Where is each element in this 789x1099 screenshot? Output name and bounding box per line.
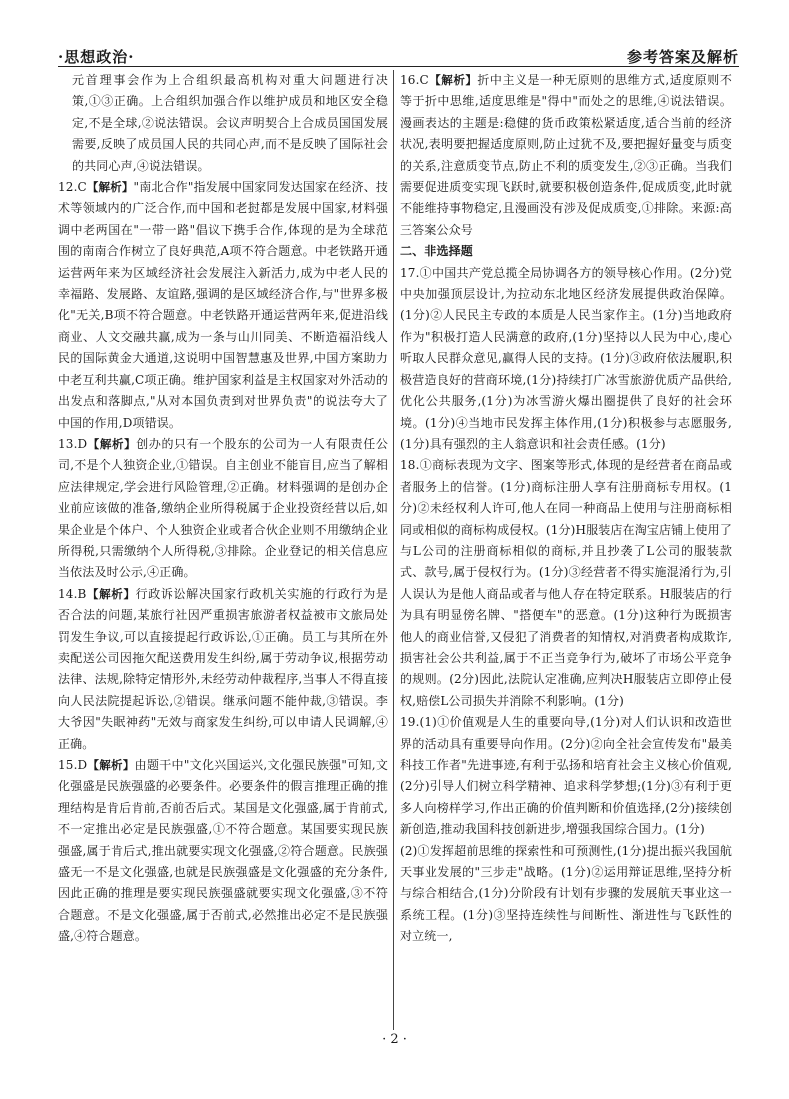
question-number: 14.B (58, 586, 87, 601)
question-number: 16.C (400, 73, 429, 87)
column-divider (393, 70, 394, 1030)
analysis-tag: 【解析】 (87, 758, 135, 772)
question-number: 12.C (58, 180, 87, 195)
page-number: · 2 · (382, 1032, 407, 1047)
question-explanation: 创办的只有一个股东的公司为一人有限责任公司,不是个人独资企业,①错误。自主创业不能盲目,应当了解相应法律规定,学会进行风险管理,②正确。材料强调的是创办企业前应该做的准备,缴纳企业所得税属于企业投资经营以后,如果企业是个体户、个人独资企业或者合伙企业则不用缴纳企业所得税,只需缴纳个人所得税,③排除。企业登记的相关信息应当依法及时公示,④正确。 (58, 436, 388, 580)
question-explanation: 折中主义是一种无原则的思维方式,适度原则不等于折中思维,适度思维是"得中"而处之的思维,④说法错误。漫画表达的主题是:稳健的货币政策松紧适度,适合当前的经济状况,表明要把握适度原则,防止过犹不及,要把握好量变与质变的关系,注意质变节点,防止不利的质变发生,②③正确。当我们需要促进质变实现飞跃时,就要积极创造条件,促成质变,此时就不能维持事物稳定,且漫画没有涉及促成质变,①排除。来源:高三答案公众号 (400, 73, 732, 237)
question-number: 13.D (58, 436, 88, 451)
question-17: 17.①中国共产党总揽全局协调各方的领导核心作用。(2分)党中央加强顶层设计,为拉动东北地区经济发展提供政治保障。(1分)②人民民主专政的本质是人民当家作主。(1分)当地政府作为"积极打造人民满意的政府,(1分)坚持以人民为中心,虔心听取人民群众意见,赢得人民的支持。(1分)③政府依法履职,积极营造良好的营商环境,(1分)持续打广冰雪旅游优质产品供给,优化公共服务,(1分)为冰雪游火爆出圈提供了良好的社会环境。(1分)④当地市民发挥主体作用,(1分)积极参与志愿服务,(1分)具有强烈的主人翁意识和社会责任感。(1分) (400, 265, 732, 451)
analysis-tag: 【解析】 (87, 436, 137, 451)
question-16 (400, 70, 732, 241)
left-column (58, 70, 388, 948)
question-13 (58, 434, 388, 584)
analysis-tag: 【解析】 (428, 73, 478, 87)
question-number: 15.D (58, 758, 88, 772)
section-heading-non-choice: 二、非选择题 (400, 244, 473, 259)
analysis-tag: 【解析】 (86, 180, 134, 195)
question-19-part-1: 19.(1)①价值观是人生的重要向导,(1分)对人们认识和改造世界的活动具有重要导向作用。(2分)②向全社会宣传发布"最美科技工作者"先进事迹,有利于弘扬和培育社会主义核心价值观,(2分)引导人们树立科学精神、追求科学梦想;(1分)③有利于更多人向榜样学习,作出正确的价值判断和价值选择,(2分)接续创新创造,推动我国科技创新进步,增强我国综合国力。(1分) (400, 715, 732, 837)
subject-label: ·思想政治· (58, 48, 135, 66)
right-column (400, 70, 732, 948)
question-14 (58, 584, 388, 755)
question-explanation: 由题干中"文化兴国运兴,文化强民族强"可知,文化强盛是民族强盛的必要条件。必要条件的假言推理正确的推理结构是肯后肯前,否前否后式。某国是文化强盛,属于肯前式,不一定推出必定是民族强盛,①不符合题意。某国要实现民族强盛,属于肯后式,推出就要实现文化强盛,②符合题意。民族强盛无一不是文化强盛,也就是民族强盛是文化强盛的充分条件,因此正确的推理是要实现民族强盛就要实现文化强盛,③不符合题意。不是文化强盛,属于否前式,必然推出必定不是民族强盛,④符合题意。 (58, 758, 388, 944)
page-header (58, 44, 739, 67)
analysis-tag: 【解析】 (86, 586, 136, 601)
question-18: 18.①商标表现为文字、图案等形式,体现的是经营者在商品或者服务上的信誉。(1分)商标注册人享有注册商标专用权。(1分)②未经权利人许可,他人在同一种商品上使用与注册商标相同或相似的商标构成侵权。(1分)H服装店在淘宝店铺上使用了与L公司的注册商标相似的商标,并且抄袭了L公司的服装款式、款号,属于侵权行为。(1分)③经营者不得实施混淆行为,引人误认为是他人商品或者与他人存在特定联系。H服装店的行为具有明显傍名牌、"搭便车"的恶意。(1分)这种行为既损害他人的商业信誉,又侵犯了消费者的知情权,对消费者构成欺诈,损害社会公共利益,属于不正当竞争行为,破坏了市场公平竞争的规则。(2分)因此,法院认定准确,应判决H服装店立即停止侵权,赔偿L公司损失并消除不利影响。(1分) (400, 458, 732, 708)
question-explanation: "南北合作"指发展中国家同发达国家在经济、技术等领域内的广泛合作,而中国和老挝都是发展中国家,材料强调中老两国在"一带一路"倡议下携手合作,体现的是为全球范围的南南合作树立了良好典范,A项不符合题意。中老铁路开通运营两年来为区域经济社会发展注入新活力,成为中老人民的幸福路、发展路、友谊路,强调的是区域经济合作,与"世界多极化"无关,B项不符合题意。中老铁路开通运营两年来,促进沿线商业、人文交融共赢,成为一条与山川同美、不断造福沿线人民的国际黄金大通道,这说明中国智慧惠及世界,中国方案助力中老互利共赢,C项正确。维护国家利益是主权国家对外活动的出发点和落脚点,"从对本国负责到对世界负责"的说法夸大了中国的作用,D项错误。 (58, 180, 388, 430)
header-title: 参考答案及解析 (626, 48, 739, 66)
question-12 (58, 177, 388, 434)
intro-paragraph: 元首理事会作为上合组织最高机构对重大问题进行决策,①③正确。上合组织加强合作以维护成员和地区安全稳定,不是全球,②说法错误。会议声明契合上合成员国国发展需要,反映了成员国人民的共同心声,而不是反映了国际社会的共同心声,④说法错误。 (72, 73, 388, 173)
question-explanation: 行政诉讼解决国家行政机关实施的行政行为是否合法的问题,某旅行社因严重损害旅游者权益被市文旅局处罚发生争议,可以直接提起行政诉讼,①正确。员工与其所在外卖配送公司因拖欠配送费用发生纠纷,属于劳动争议,根据劳动法律、法规,除特定情形外,未经劳动仲裁程序,当事人不得直接向人民法院提起诉讼,②错误。继承问题不能仲裁,③错误。李大爷因"失眠神药"无效与商家发生纠纷,可以申请人民调解,④正确。 (58, 586, 388, 751)
question-15 (58, 755, 388, 948)
question-19-part-2: (2)①发挥超前思维的探索性和可预测性,(1分)提出振兴我国航天事业发展的"三步走"战略。(1分)②运用辩证思维,坚持分析与综合相结合,(1分)分阶段有计划有步骤的发展航天事业这一系统工程。(1分)③坚持连续性与间断性、渐进性与飞跃性的对立统一, (400, 843, 732, 944)
